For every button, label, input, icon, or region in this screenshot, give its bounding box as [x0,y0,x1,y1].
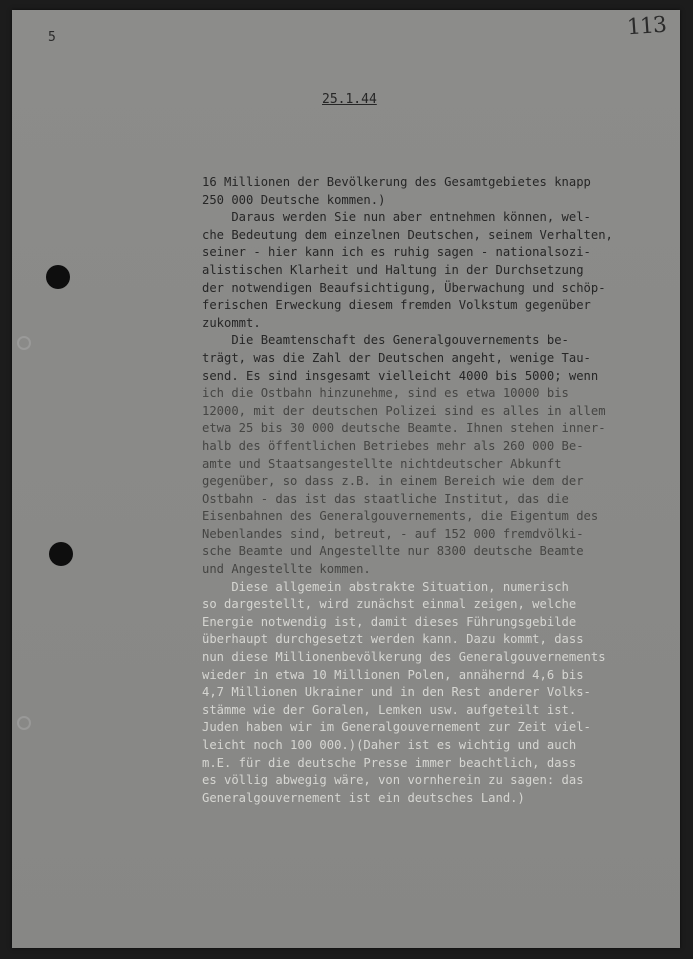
text-line: wieder in etwa 10 Millionen Polen, annähernd 4,6 bis [202,667,584,682]
text-line: trägt, was die Zahl der Deutschen angeht, wenige Tau- [202,350,591,365]
text-line: Die Beamtenschaft des Generalgouvernements be- [202,333,569,348]
text-line: alistischen Klarheit und Haltung in der Durchsetzung [202,262,584,277]
text-line: es völlig abwegig wäre, von vornherein zu sagen: das [202,773,584,788]
text-line: 16 Millionen der Bevölkerung des Gesamtgebietes knapp [202,175,591,189]
punch-hole [46,265,70,289]
punch-hole [49,542,73,566]
text-line: Daraus werden Sie nun aber entnehmen können, wel- [202,210,591,225]
text-line: sche Beamte und Angestellte nur 8300 deutsche Beamte [202,544,584,559]
text-line: Juden haben wir im Generalgouvernement zur Zeit viel- [202,720,591,735]
text-line: Generalgouvernement ist ein deutsches Land.) [202,790,525,805]
text-line: 12000, mit der deutschen Polizei sind es alles in allem [202,403,606,418]
text-line: etwa 25 bis 30 000 deutsche Beamte. Ihnen stehen inner- [202,421,606,436]
typed-body-text [202,174,672,807]
text-line: Diese allgemein abstrakte Situation, numerisch [202,579,569,594]
text-line: überhaupt durchgesetzt werden kann. Dazu kommt, dass [202,632,584,647]
text-line: Nebenlandes sind, betreut, - auf 152 000 fremdvölki- [202,526,584,541]
text-line: m.E. für die deutsche Presse immer beachtlich, dass [202,755,577,770]
document-date: 25.1.44 [322,92,377,107]
text-line: ich die Ostbahn hinzunehme, sind es etwa 10000 bis [202,386,569,401]
text-line: zukommt. [202,315,261,330]
text-line: Eisenbahnen des Generalgouvernements, die Eigentum des [202,509,599,524]
text-line: che Bedeutung dem einzelnen Deutschen, seinem Verhalten, [202,227,613,242]
text-line: gegenüber, so dass z.B. in einem Bereich wie dem der [202,474,584,489]
staple-mark [17,716,31,730]
text-line: der notwendigen Beaufsichtigung, Überwachung und schöp- [202,280,606,295]
text-line: stämme wie der Goralen, Lemken usw. aufgeteilt ist. [202,702,577,717]
text-line: leicht noch 100 000.)(Daher ist es wichtig und auch [202,738,577,752]
document-page [12,10,680,948]
text-line: und Angestellte kommen. [202,562,371,577]
text-line: 250 000 Deutsche kommen.) [202,192,386,207]
text-line: seiner - hier kann ich es ruhig sagen - nationalsozi- [202,245,591,260]
text-line: nun diese Millionenbevölkerung des Generalgouvernements [202,650,606,665]
staple-mark [17,336,31,350]
text-line: ferischen Erweckung diesem fremden Volkstum gegenüber [202,298,591,313]
text-line: Ostbahn - das ist das staatliche Institut, das die [202,491,569,506]
text-line: so dargestellt, wird zunächst einmal zeigen, welche [202,597,577,612]
text-line: halb des öffentlichen Betriebes mehr als 260 000 Be- [202,438,584,453]
text-line: 4,7 Millionen Ukrainer und in den Rest anderer Volks- [202,685,591,700]
text-line: send. Es sind insgesamt vielleicht 4000 bis 5000; wenn [202,368,599,383]
text-line: Energie notwendig ist, damit dieses Führungsgebilde [202,614,577,629]
handwritten-folio-number: 113 [626,12,667,41]
text-line: amte und Staatsangestellte nichtdeutscher Abkunft [202,456,562,471]
page-number: 5 [48,30,56,45]
